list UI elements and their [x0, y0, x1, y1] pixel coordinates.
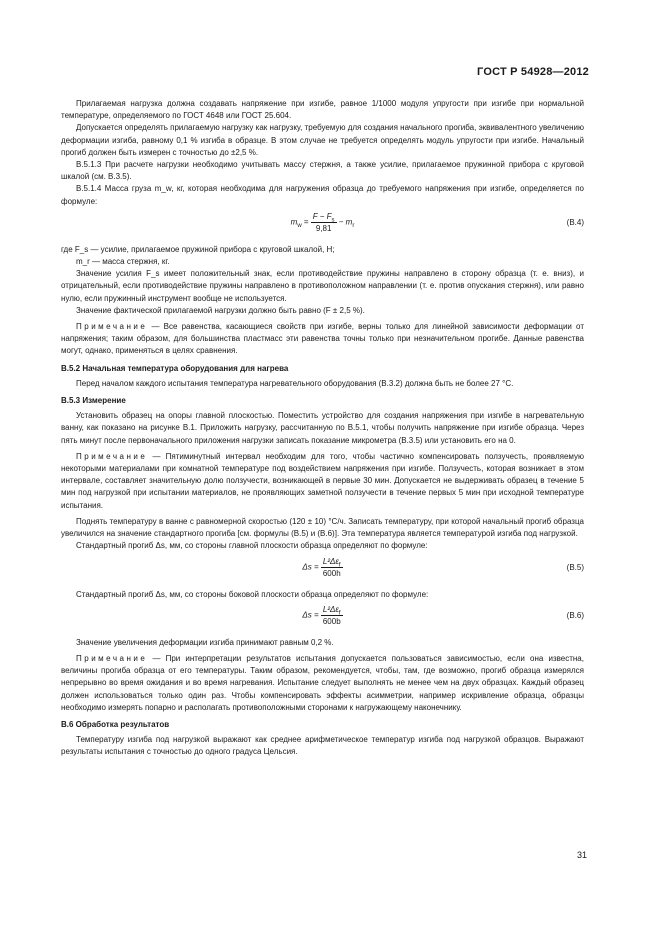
- note: [61, 321, 584, 358]
- formula-sub: s: [331, 217, 335, 224]
- note: [61, 451, 584, 512]
- page-content: [61, 98, 584, 759]
- paragraph: Установить образец на опоры главной плоскостью. Поместить устройство для создания напряжения при изгибе в нагревательную ванну, как показано на рисунке В.1. Приложить нагрузку, рассчитанную по В.5.1, чтобы получить напряжение при изгибе образца. Через пять минут после первоначального приложения нагрузки записать показание микрометра (В.3.5) или установить его на 0.: [61, 411, 584, 445]
- paragraph: Температуру изгиба под нагрузкой выражают как среднее арифметическое температур изгиба под нагрузкой образцов. Выражают результаты испытания с точностью до одного градуса Цельсия.: [61, 735, 584, 757]
- formula-lhs: Δs =: [302, 562, 319, 572]
- fraction: [311, 211, 337, 234]
- fraction: [321, 556, 343, 579]
- formula-sub: w: [297, 223, 302, 230]
- formula-b5: [61, 556, 584, 586]
- formula-number: (В.6): [566, 610, 584, 620]
- section-heading: В.5.2 Начальная температура оборудования для нагрева: [61, 363, 289, 373]
- formula-number: (В.5): [566, 562, 584, 572]
- note-label: Примечание: [76, 451, 148, 461]
- paragraph: Допускается определять прилагаемую нагрузку как нагрузку, требуемую для создания начального прогиба, эквивалентного увеличению деформации изгиба, равному 0,1 % изгиба в образце. В этом случае не требуется определять модуль упругости при изгибе. Начальный прогиб должен быть измерен с точностью до ±2,5 %.: [61, 123, 584, 157]
- formula-b6: [61, 604, 584, 634]
- formula-numerator: F − F: [312, 211, 332, 221]
- note-text: — При интерпретации результатов испытания допускается пользоваться зависимостью, если она известна, величины прогиба образца от его температуры. Таким образом, рекомендуется, чтобы, там, где возможно, прогиб образца измерялся непрерывно во время ожидания и во время нагревания. Испытание следует выполнять не менее чем на двух образцах. Каждый образец должен использоваться только один раз. Чтобы компенсировать эффекты асимметрии, например искривление образца, образцы необходимо измерять попарно и располагать противоположными сторонами к нагружающему наконечнику.: [61, 653, 584, 712]
- formula-lhs: Δs =: [302, 610, 319, 620]
- note: [61, 653, 584, 714]
- paragraph: Значение увеличения деформации изгиба принимают равным 0,2 %.: [76, 637, 334, 647]
- note-text: — Все равенства, касающиеся свойств при изгибе, верны только для линейной зависимости деформации от напряжения; таким образом, для большинства пластмасс эти равенства точны только при незначительном прогибе. Данные равенства могут, однако, применяться в целях сравнения.: [61, 322, 584, 356]
- paragraph: Поднять температуру в ванне с равномерной скоростью (120 ± 10) °С/ч. Записать температуру, при которой начальный прогиб образца увеличился на значение стандартного прогиба [см. формулы (В.5) и (В.6)]. Эта температура является температурой изгиба под нагрузкой.: [61, 516, 584, 539]
- formula-numerator: L²Δε: [322, 604, 339, 614]
- formula-lhs: m: [290, 217, 298, 227]
- paragraph: Стандартный прогиб Δs, мм, со стороны главной плоскости образца определяют по формуле:: [76, 541, 428, 551]
- formula-denominator: 600b: [322, 616, 341, 626]
- paragraph: Перед началом каждого испытания температура нагревательного оборудования (В.3.2) должна быть не более 27 °С.: [76, 378, 514, 388]
- formula-b4: $m_w$ = $\frac{F - F_s}{9,81}$ − $m_r$ (В.4): [290, 211, 584, 233]
- where-line: m_r — масса стержня, кг.: [76, 257, 170, 267]
- formula-term: − m: [338, 217, 353, 227]
- paragraph: Значение усилия F_s имеет положительный знак, если противодействие пружины направлено в сторону образца (т. е. вниз), и отрицательный, если противодействие пружины направлено в противоположном направлении (т. е. против опускания стержня), или равно нулю, если пружинный инструмент вообще не используется.: [61, 269, 584, 303]
- paragraph: Стандартный прогиб Δs, мм, со стороны боковой плоскости образца определяют по формуле:: [76, 589, 429, 599]
- page-header: ГОСТ Р 54928—2012: [477, 66, 589, 78]
- page-number: 31: [576, 850, 587, 860]
- paragraph: Прилагаемая нагрузка должна создавать напряжение при изгибе, равное 1/1000 модуля упругости при изгибе при нормальной температуре, определяемого по ГОСТ 4648 или ГОСТ 25.604.: [61, 99, 584, 121]
- formula-sub: r: [352, 223, 355, 230]
- paragraph: В.5.1.4 Масса груза m_w, кг, которая необходима для нагружения образца до требуемого напряжения при изгибе, определяется по формуле:: [61, 184, 584, 206]
- formula-numerator: L²Δε: [322, 556, 339, 566]
- formula-number: (В.4): [566, 217, 584, 227]
- paragraph: В.5.1.3 При расчете нагрузки необходимо учитывать массу стержня, а также усилие, прилагаемое пружинной прибора с круговой шкалой (см. В.3.5).: [61, 160, 584, 182]
- formula-denominator: 9,81: [315, 223, 332, 233]
- fraction: [321, 604, 343, 627]
- formula-sub: f: [338, 562, 341, 569]
- note-label: Примечание: [76, 653, 148, 663]
- section-heading: В.6 Обработка результатов: [61, 719, 170, 729]
- paragraph: Значение фактической прилагаемой нагрузки должно быть равно (F ± 2,5 %).: [76, 305, 365, 315]
- note-text: — Пятиминутный интервал необходим для того, чтобы частично компенсировать ползучесть, проявляемую некоторыми материалами при комнатной температуре под воздействием напряжения при изгибе. Ползучесть, которая возникает в этом интервале, составляет значительную долю ползучести, возникающей в первые 30 мин. Допускается не выдерживать образец в течение 5 мин под нагрузкой при испытании материалов, не проявляющих заметной ползучести в течение первых 5 мин при исходной температуре испытания.: [61, 451, 584, 510]
- section-heading: В.5.3 Измерение: [61, 396, 126, 406]
- where-line: где F_s — усилие, прилагаемое пружиной прибора с круговой шкалой, Н;: [61, 244, 335, 254]
- formula-denominator: 600h: [322, 568, 341, 578]
- formula-sub: f: [338, 610, 341, 617]
- note-label: Примечание: [76, 322, 148, 332]
